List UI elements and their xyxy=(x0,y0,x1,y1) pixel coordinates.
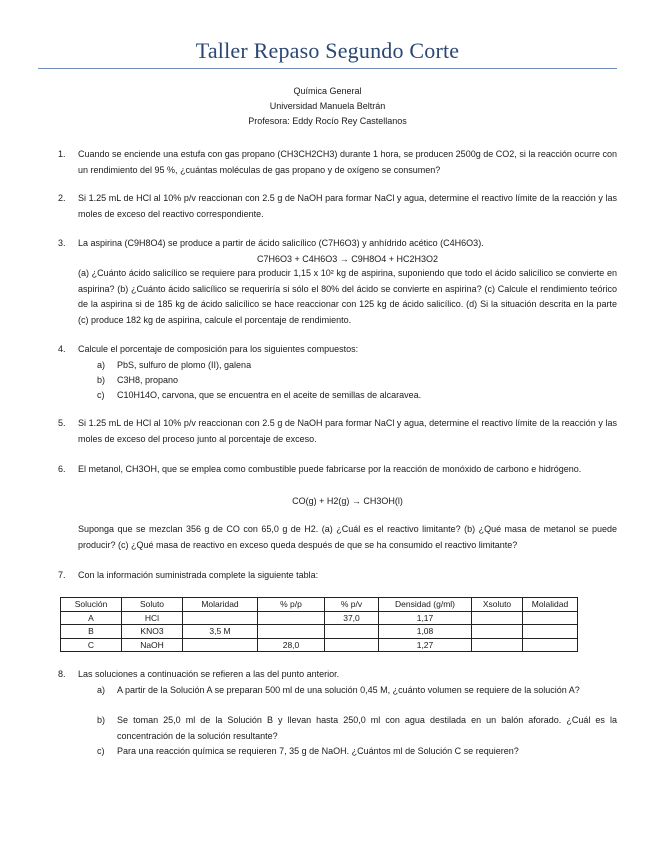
q4-item-a-text: PbS, sulfuro de plomo (II), galena xyxy=(117,360,252,370)
q2-text: Si 1.25 mL de HCl al 10% p/v reaccionan con 2.5 g de NaOH para formar NaCl y agua, determine el reactivo límite de la reacción y las moles de exceso del reactivo correspondiente. xyxy=(78,193,617,219)
q8-item-c-label: c) xyxy=(97,746,105,756)
cell: 1,08 xyxy=(379,625,472,639)
q4-number: 4. xyxy=(58,344,66,354)
cell: NaOH xyxy=(122,638,183,652)
table-row xyxy=(61,611,578,625)
q8-number: 8. xyxy=(58,669,66,679)
cell xyxy=(472,625,523,639)
q4-item-b-label: b) xyxy=(97,375,106,385)
q8-text: Las soluciones a continuación se refieren a las del punto anterior. xyxy=(78,669,340,679)
q1-number: 1. xyxy=(58,149,66,159)
table-row xyxy=(61,625,578,639)
col-soluto: Soluto xyxy=(122,598,183,612)
cell xyxy=(258,611,325,625)
cell: 37,0 xyxy=(325,611,379,625)
q3-body: (a) ¿Cuánto ácido salicílico se requiere para producir 1,15 x 10² kg de aspirina, suponiendo que todo el ácido salicílico se convierte en aspirina? (b) ¿Cuánto ácido salicílico se requeriría si sólo el 80% del ácido se convierte en aspirina? (c) Calcule el rendimiento teórico de la aspirina si de 185 kg de ácido salicílico se hace reaccionar con 125 kg de ácido salicílico. (d) Si la situación descrita en la parte (c) produce 182 kg de aspirina, calcule el porcentaje de rendimiento. xyxy=(78,268,617,325)
q3-number: 3. xyxy=(58,238,66,248)
cell: 1,17 xyxy=(379,611,472,625)
cell xyxy=(325,625,379,639)
cell xyxy=(523,611,578,625)
q1-text: Cuando se enciende una estufa con gas propano (CH3CH2CH3) durante 1 hora, se producen 2500g de CO2, si la reacción ocurre con un rendimiento del 95 %, ¿cuántas moléculas de gas propano y de oxígeno se consumen? xyxy=(78,149,617,175)
q8-item-a-label: a) xyxy=(97,685,106,695)
cell: A xyxy=(61,611,122,625)
cell: B xyxy=(61,625,122,639)
q6-equation: CO(g) + H2(g) → CH3OH(l) xyxy=(292,496,403,506)
q6-text: El metanol, CH3OH, que se emplea como combustible puede fabricarse por la reacción de monóxido de carbono e hidrógeno. xyxy=(78,464,582,474)
q5-text: Si 1.25 mL de HCl al 10% p/v reaccionan con 2.5 g de NaOH para formar NaCl y agua, determine el reactivo límite de la reacción y las moles de exceso del proceso junto al porcentaje de exceso. xyxy=(78,418,617,444)
table-row xyxy=(61,638,578,652)
q8-item-b-label: b) xyxy=(97,715,106,725)
cell: 3,5 M xyxy=(183,625,258,639)
cell: 28,0 xyxy=(258,638,325,652)
col-molalidad: Molalidad xyxy=(523,598,578,612)
cell xyxy=(258,625,325,639)
col-pv: % p/v xyxy=(325,598,379,612)
q4-item-c-label: c) xyxy=(97,390,105,400)
table-header-row xyxy=(61,598,578,612)
q8-item-c-text: Para una reacción química se requieren 7, 35 g de NaOH. ¿Cuántos ml de Solución C se requieren? xyxy=(117,746,519,756)
solutions-table xyxy=(60,597,578,652)
q7-text: Con la información suministrada complete la siguiente tabla: xyxy=(78,570,319,580)
cell: 1,27 xyxy=(379,638,472,652)
professor-line: Profesora: Eddy Rocío Rey Castellanos xyxy=(248,116,407,126)
q3-intro: La aspirina (C9H8O4) se produce a partir de ácido salicílico (C7H6O3) y anhídrido acético (C4H6O3). xyxy=(78,238,484,248)
col-xsoluto: Xsoluto xyxy=(472,598,523,612)
cell xyxy=(325,638,379,652)
q6-number: 6. xyxy=(58,464,66,474)
cell xyxy=(523,638,578,652)
q7-number: 7. xyxy=(58,570,66,580)
cell: C xyxy=(61,638,122,652)
cell xyxy=(183,638,258,652)
q8-item-b-text: Se toman 25,0 ml de la Solución B y llevan hasta 250,0 ml con agua destilada en un balón aforado. ¿Cuál es la concentración de la solución resultante? xyxy=(117,715,617,741)
col-molaridad: Molaridad xyxy=(183,598,258,612)
title-divider xyxy=(38,68,617,69)
q8-item-a-text: A partir de la Solución A se preparan 500 ml de una solución 0,45 M, ¿cuánto volumen se requiere de la solución A? xyxy=(117,685,580,695)
cell: KNO3 xyxy=(122,625,183,639)
cell xyxy=(472,638,523,652)
cell xyxy=(183,611,258,625)
col-solucion: Solución xyxy=(61,598,122,612)
q4-item-c-text: C10H14O, carvona, que se encuentra en el aceite de semillas de alcaravea. xyxy=(117,390,422,400)
q2-number: 2. xyxy=(58,193,66,203)
page-title: Taller Repaso Segundo Corte xyxy=(195,38,460,63)
q4-item-a-label: a) xyxy=(97,360,106,370)
q5-number: 5. xyxy=(58,418,66,428)
q6-body: Suponga que se mezclan 356 g de CO con 65,0 g de H2. (a) ¿Cuál es el reactivo limitante? (b) ¿Qué masa de metanol se puede producir? (c) ¿Qué masa de reactivo en exceso queda después de que se ha consumido el reactivo limitante? xyxy=(78,524,617,550)
cell: HCl xyxy=(122,611,183,625)
q4-text: Calcule el porcentaje de composición para los siguientes compuestos: xyxy=(78,344,359,354)
col-densidad: Densidad (g/ml) xyxy=(379,598,472,612)
q4-item-b-text: C3H8, propano xyxy=(117,375,179,385)
col-pp: % p/p xyxy=(258,598,325,612)
subject-line: Química General xyxy=(293,86,362,96)
q3-equation: C7H6O3 + C4H6O3 → C9H8O4 + HC2H3O2 xyxy=(256,254,439,264)
university-line: Universidad Manuela Beltrán xyxy=(269,101,386,111)
cell xyxy=(523,625,578,639)
cell xyxy=(472,611,523,625)
